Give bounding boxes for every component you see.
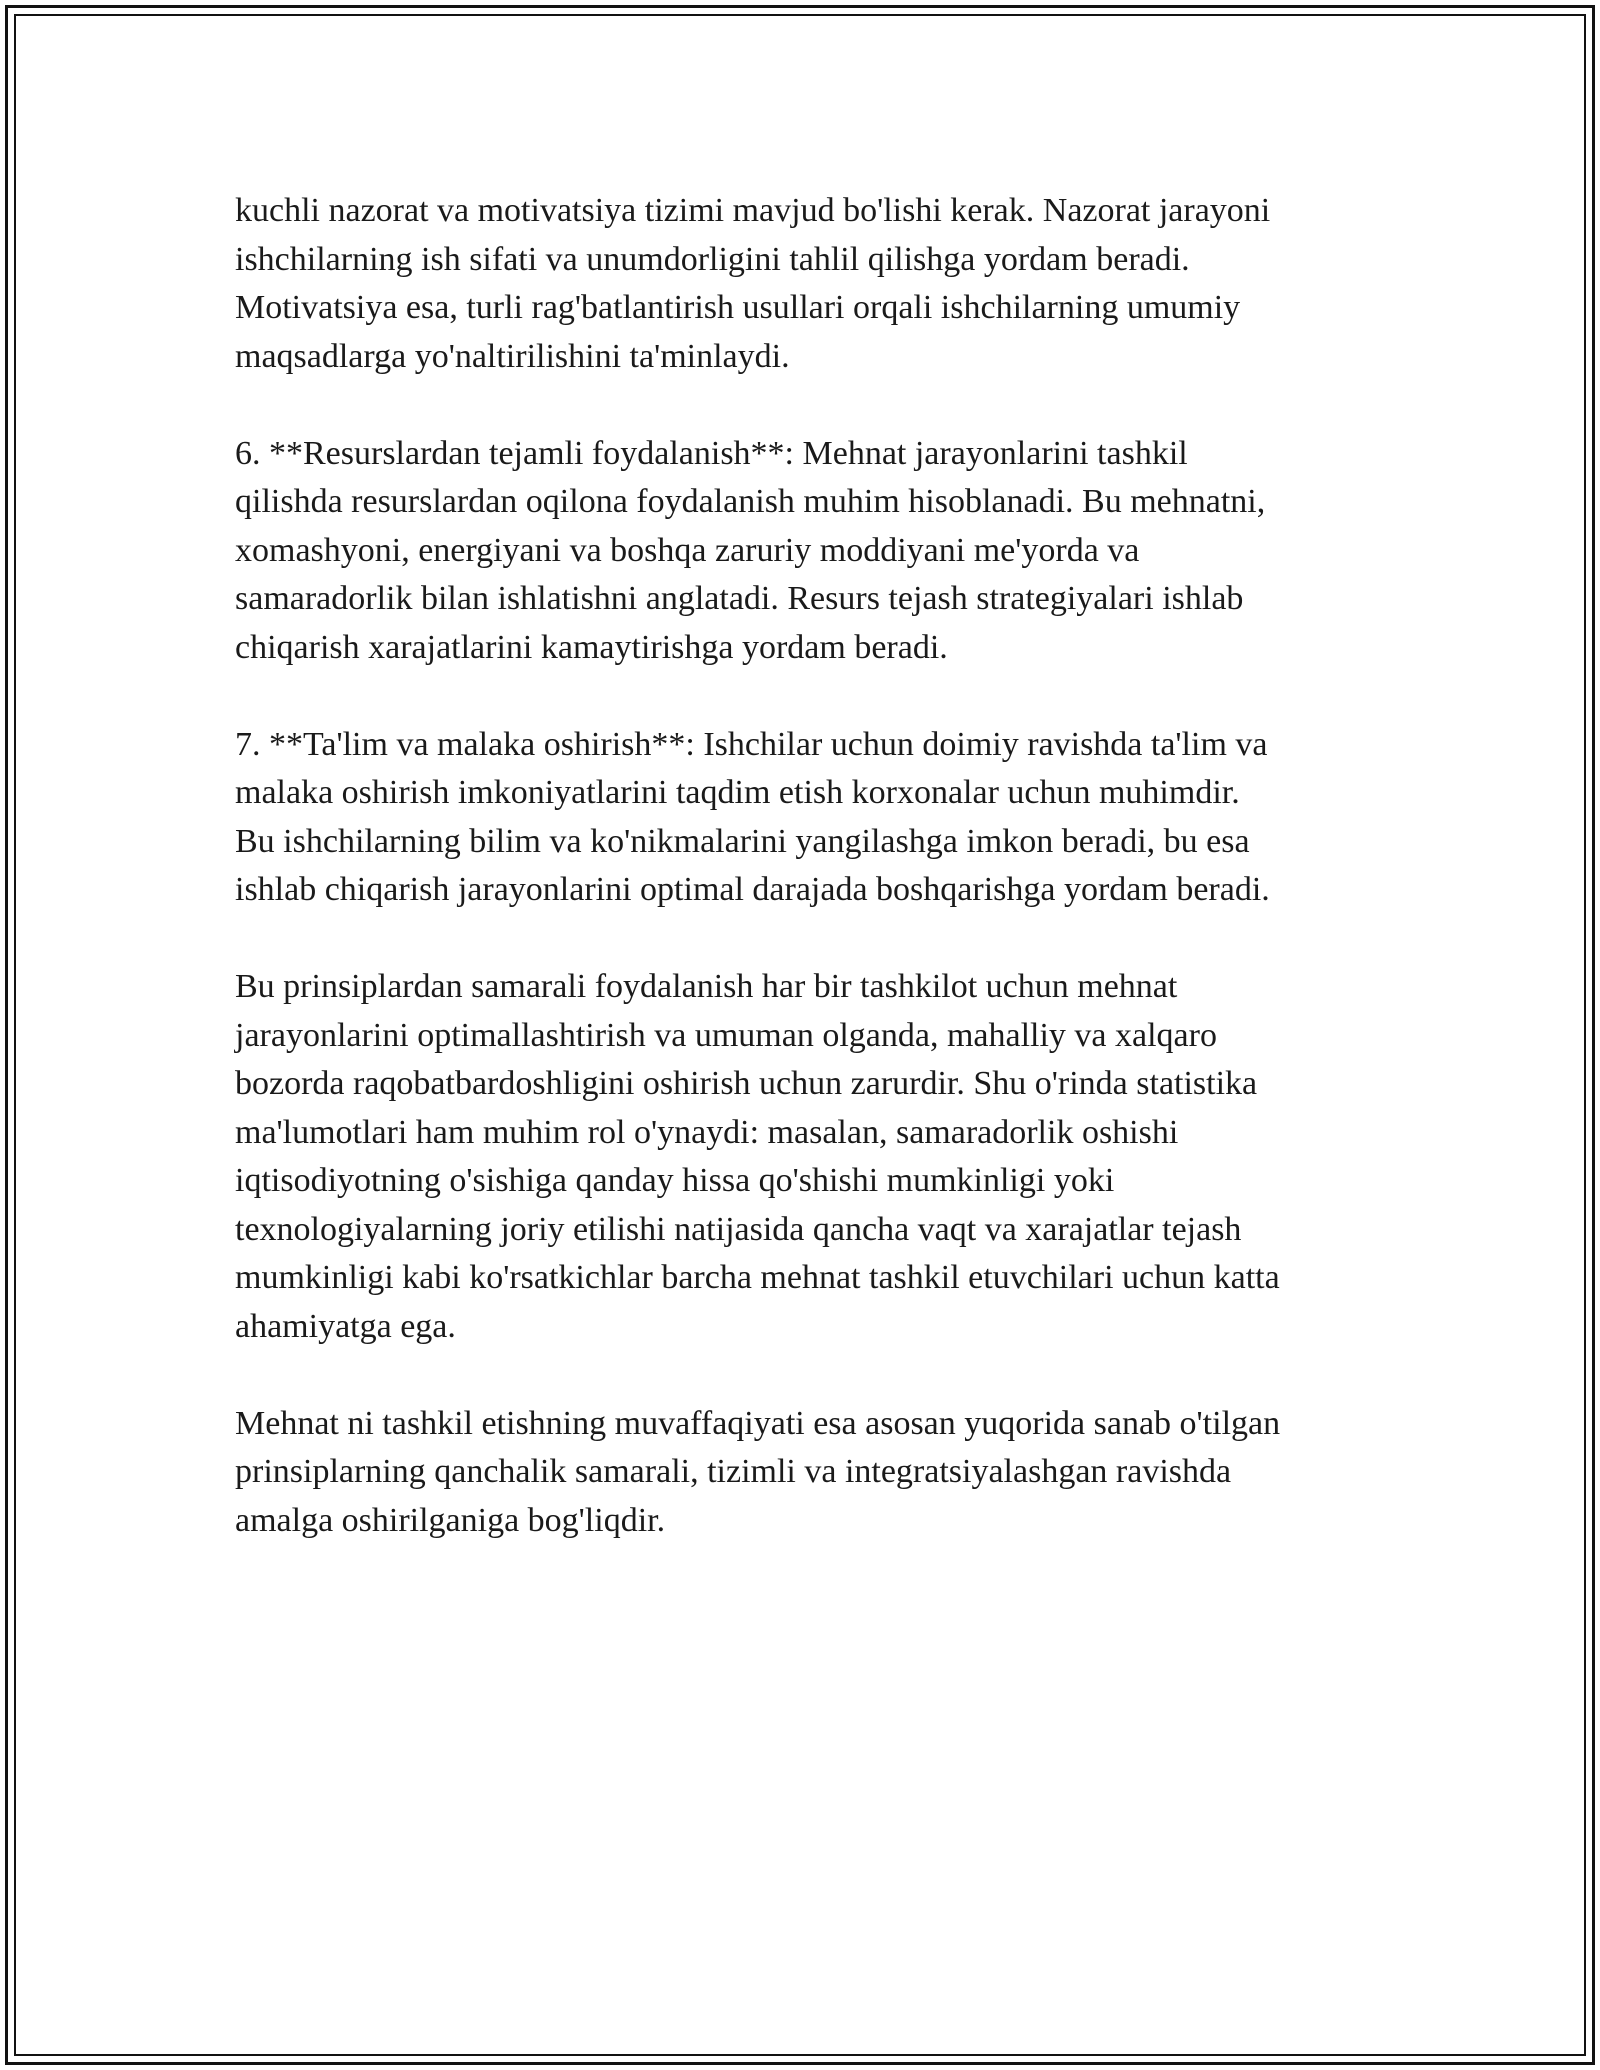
document-body — [235, 187, 1380, 1594]
paragraph-motivation-continuation: kuchli nazorat va motivatsiya tizimi mavjud bo'lishi kerak. Nazorat jarayoni ishchilarning ish sifati va unumdorligini tahlil qilishga yordam beradi. Motivatsiya esa, turli rag'batlantirish usullari orqali ishchilarning umumiy maqsadlarga yo'naltirilishini ta'minlaydi. — [235, 192, 1271, 375]
paragraph-conclusion: Mehnat ni tashkil etishning muvaffaqiyati esa asosan yuqorida sanab o'tilgan prinsiplarning qanchalik samarali, tizimli va integratsiyalashgan ravishda amalga oshirilganiga bog'liqdir. — [235, 1404, 1281, 1539]
paragraph-item-7-training: 7. **Ta'lim va malaka oshirish**: Ishchilar uchun doimiy ravishda ta'lim va malaka oshirish imkoniyatlarini taqdim etish korxonalar uchun muhimdir. Bu ishchilarning bilim va ko'nikmalarini yangilashga imkon beradi, bu esa ishlab chiqarish jarayonlarini optimal darajada boshqarishga yordam beradi. — [235, 725, 1270, 908]
paragraph-principles-summary: Bu prinsiplardan samarali foydalanish har bir tashkilot uchun mehnat jarayonlarini optimallashtirish va umuman olganda, mahalliy va xalqaro bozorda raqobatbardoshligini oshirish uchun zarurdir. Shu o'rinda statistika ma'lumotlari ham muhim rol o'ynaydi: masalan, samaradorlik oshishi iqtisodiyotning o'sishiga qanday hissa qo'shishi mumkinligi yoki texnologiyalarning joriy etilishi natijasida qancha vaqt va xarajatlar tejash mumkinligi kabi ko'rsatkichlar barcha mehnat tashkil etuvchilari uchun katta ahamiyatga ega. — [235, 968, 1280, 1345]
paragraph-item-6-resources: 6. **Resurslardan tejamli foydalanish**: Mehnat jarayonlarini tashkil qilishda resurslardan oqilona foydalanish muhim hisoblanadi. Bu mehnatni, xomashyoni, energiyani va boshqa zaruriy moddiyani me'yorda va samaradorlik bilan ishlatishni anglatadi. Resurs tejash strategiyalari ishlab chiqarish xarajatlarini kamaytirishga yordam beradi. — [235, 434, 1266, 666]
